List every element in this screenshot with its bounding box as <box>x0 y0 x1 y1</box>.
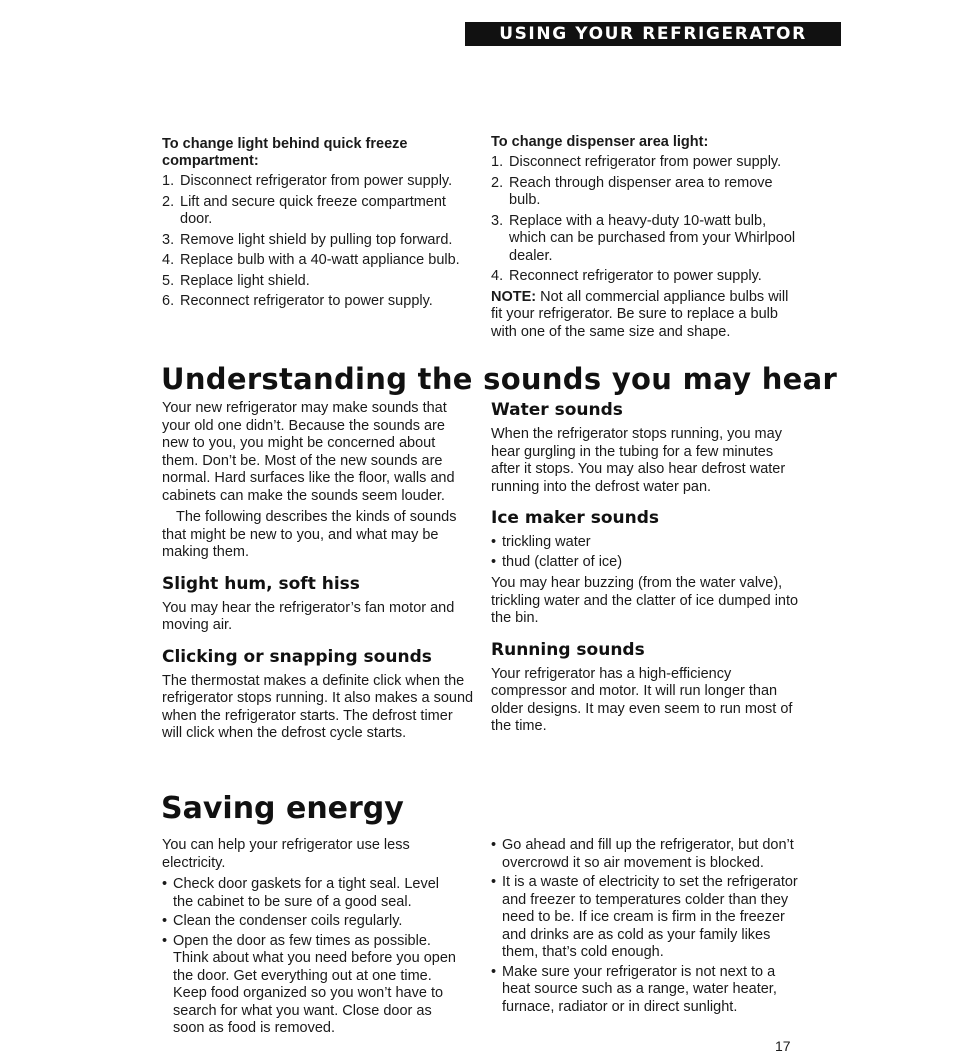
dispenser-steps <box>491 154 803 286</box>
list-item: • It is a waste of electricity to set the refrigerator and freezer to temperatures colder than they need to be. If ice cream is firm in the freezer and drinks are as cold as your family likes them, that’s cold enough. <box>491 874 803 962</box>
sounds-intro-followup: The following describes the kinds of sounds that might be new to you, and what may be making them. <box>162 509 457 560</box>
running-text: Your refrigerator has a high-efficiency compressor and motor. It will run longer than older designs. It may even seem to run most of the time. <box>491 665 793 734</box>
water-heading: Water sounds <box>491 400 623 420</box>
step-item <box>491 154 803 172</box>
note-label: NOTE: <box>491 288 537 305</box>
step-text: Disconnect refrigerator from power supply. <box>180 173 453 189</box>
running-heading: Running sounds <box>491 639 645 660</box>
sounds-intro: Your new refrigerator may make sounds that your old one didn’t. Because the sounds are new to you, you might be concerned about them. Don’t be. Most of the new sounds are normal. Hard surfaces like the floor, walls and cabinets can make the sounds seem louder. <box>162 400 455 504</box>
step-text: Replace with a heavy-duty 10-watt bulb, which can be purchased from your Whirlpool dealer. <box>509 212 796 264</box>
list-item: • thud (clatter of ice) <box>491 554 803 572</box>
step-text: Lift and secure quick freeze compartment door. <box>180 193 446 227</box>
step-item <box>162 194 474 229</box>
step-number: 4. <box>491 268 504 284</box>
step-text: Reach through dispenser area to remove bulb. <box>509 174 773 208</box>
quick-freeze-light-heading: To change light behind quick freeze compartment: <box>162 136 408 169</box>
step-number: 4. <box>162 252 175 268</box>
clicking-heading: Clicking or snapping sounds <box>162 646 432 667</box>
hum-heading: Slight hum, soft hiss <box>162 573 360 594</box>
clicking-text: The thermostat makes a definite click when the refrigerator stops running. It also makes a sound when the refrigerator starts. The defrost timer will click when the defrost cycle starts. <box>162 672 474 741</box>
step-item <box>162 252 474 270</box>
step-item <box>491 175 803 210</box>
list-item: • trickling water <box>491 534 803 552</box>
ice-text: You may hear buzzing (from the water valve), trickling water and the clatter of ice dumped into the bin. <box>491 575 799 626</box>
page-number: 17 <box>775 1038 791 1054</box>
dispenser-light-heading: To change dispenser area light: <box>491 134 709 150</box>
step-number: 1. <box>162 173 175 189</box>
step-item <box>162 293 474 311</box>
section-banner: USING YOUR REFRIGERATOR <box>465 22 841 46</box>
step-number: 3. <box>491 212 504 229</box>
hum-text: You may hear the refrigerator’s fan motor and moving air. <box>162 599 455 633</box>
quick-freeze-steps <box>162 173 474 311</box>
step-item <box>162 273 474 291</box>
step-item <box>491 268 803 286</box>
list-item: • Clean the condenser coils regularly. <box>162 913 462 931</box>
quick-freeze-light-instructions <box>162 136 474 314</box>
energy-section-title: Saving energy <box>161 791 404 826</box>
sounds-left-column <box>162 400 474 747</box>
list-item: • Open the door as few times as possible. Think about what you need before you open the door. Get everything out at one time. Keep food organized so you won’t have to search for what you want. Close door as soon as food is removed. <box>162 933 462 1038</box>
list-item: • Check door gaskets for a tight seal. Level the cabinet to be sure of a good seal. <box>162 876 462 911</box>
sounds-right-column <box>491 400 803 740</box>
step-text: Remove light shield by pulling top forward. <box>180 231 453 248</box>
step-text: Replace light shield. <box>180 272 310 289</box>
step-number: 5. <box>162 272 175 289</box>
list-item: • Go ahead and fill up the refrigerator, but don’t overcrowd it so air movement is blocked. <box>491 837 803 872</box>
energy-intro: You can help your refrigerator use less electricity. <box>162 837 410 871</box>
energy-right-column <box>491 837 803 1020</box>
step-number: 3. <box>162 231 175 248</box>
energy-tips-left <box>162 876 462 1038</box>
step-number: 1. <box>491 154 504 170</box>
note-text: Not all commercial appliance bulbs will fit your refrigerator. Be sure to replace a bulb with one of the same size and shape. <box>491 288 789 340</box>
ice-heading: Ice maker sounds <box>491 508 660 528</box>
energy-left-column <box>162 837 462 1042</box>
list-item: • Make sure your refrigerator is not next to a heat source such as a range, water heater, furnace, radiator or in direct sunlight. <box>491 964 803 1017</box>
step-item <box>162 173 474 191</box>
step-text: Reconnect refrigerator to power supply. <box>180 293 433 309</box>
ice-sound-list <box>491 534 803 571</box>
step-item <box>162 232 474 250</box>
step-text: Replace bulb with a 40-watt appliance bulb. <box>180 252 460 268</box>
step-number: 6. <box>162 293 175 309</box>
step-text: Disconnect refrigerator from power supply. <box>509 154 782 170</box>
bulb-note <box>491 289 803 342</box>
energy-tips-right <box>491 837 803 1016</box>
sounds-section-title: Understanding the sounds you may hear <box>161 362 838 396</box>
water-text: When the refrigerator stops running, you may hear gurgling in the tubing for a few minutes after it stops. You may also hear defrost water running into the defrost water pan. <box>491 426 786 495</box>
step-item <box>491 213 803 266</box>
step-number: 2. <box>491 174 504 191</box>
step-number: 2. <box>162 193 175 210</box>
dispenser-light-instructions <box>491 134 803 345</box>
step-text: Reconnect refrigerator to power supply. <box>509 268 762 284</box>
